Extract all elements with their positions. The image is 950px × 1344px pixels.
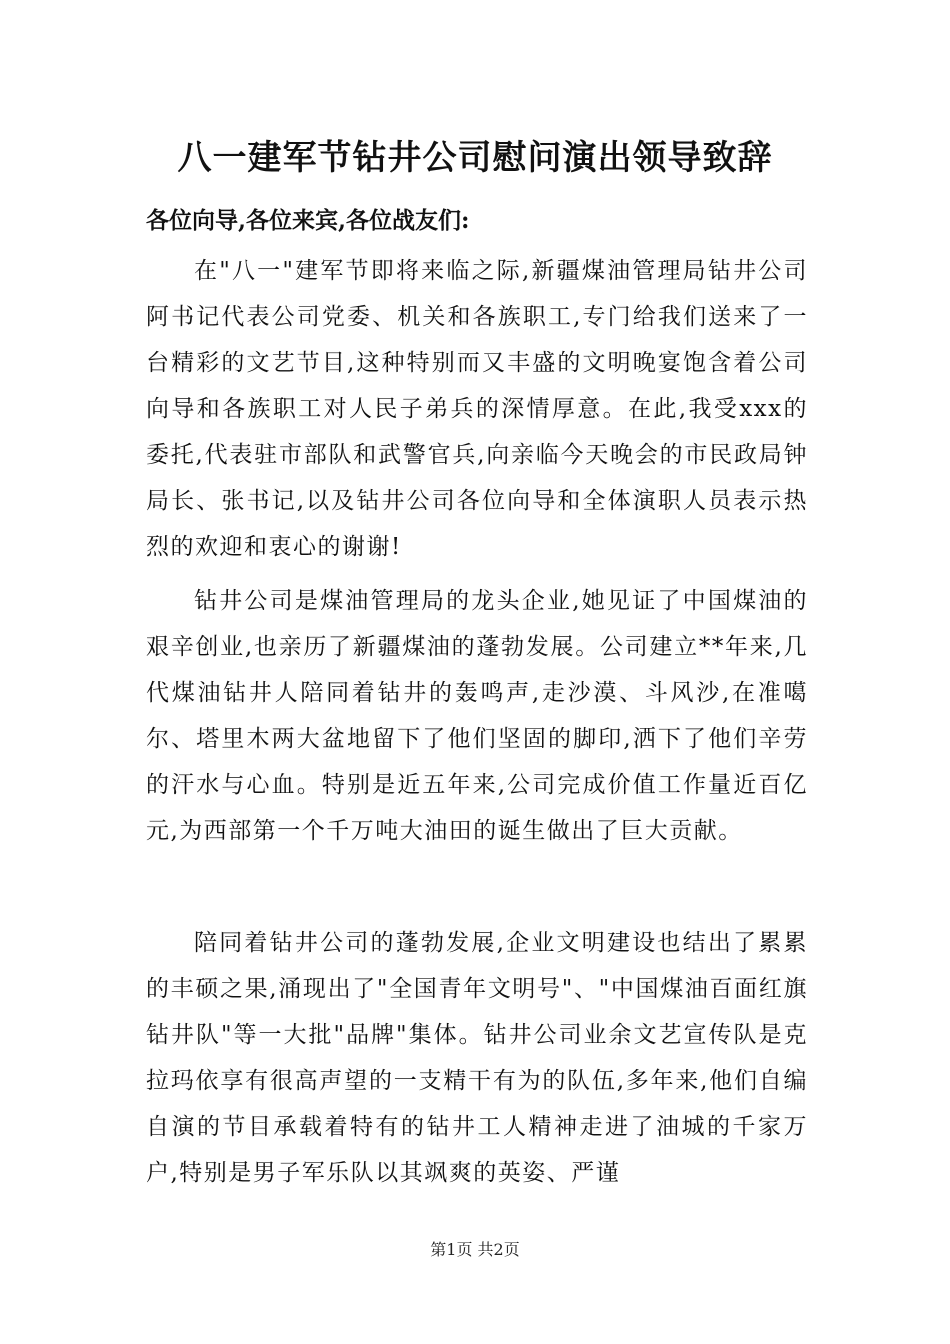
paragraph: 陪同着钻井公司的蓬勃发展,企业文明建设也结出了累累的丰硕之果,涌现出了"全国青年文明号"、"中国煤油百面红旗钻井队"等一大批"品牌"集体。钻井公司业余文艺宣传队是克拉玛依享有很高声望的一支精干有为的队伍,多年来,他们自编自演的节目承载着特有的钻井工人精神走进了油城的千家万户,特别是男子军乐队以其飒爽的英姿、严谨 [146, 930, 808, 1186]
document-body [146, 248, 808, 1196]
document-title: 八一建军节钻井公司慰问演出领导致辞 [177, 138, 773, 178]
page-number-footer: 第1页 共2页 [430, 1240, 520, 1259]
paragraph: 钻井公司是煤油管理局的龙头企业,她见证了中国煤油的艰辛创业,也亲历了新疆煤油的蓬勃发展。公司建立**年来,几代煤油钻井人陪同着钻井的轰鸣声,走沙漠、斗风沙,在准噶尔、塔里木两大盆地留下了他们坚固的脚印,洒下了他们辛劳的汗水与心血。特别是近五年来,公司完成价值工作量近百亿元,为西部第一个千万吨大油田的诞生做出了巨大贡献。 [146, 588, 808, 844]
salutation: 各位向导,各位来宾,各位战友们: [146, 207, 470, 234]
paragraph: 在"八一"建军节即将来临之际,新疆煤油管理局钻井公司阿书记代表公司党委、机关和各族职工,专门给我们送来了一台精彩的文艺节目,这种特别而又丰盛的文明晚宴饱含着公司向导和各族职工对人民子弟兵的深情厚意。在此,我受xxx的委托,代表驻市部队和武警官兵,向亲临今天晚会的市民政局钟局长、张书记,以及钻井公司各位向导和全体演职人员表示热烈的欢迎和衷心的谢谢! [146, 258, 808, 560]
